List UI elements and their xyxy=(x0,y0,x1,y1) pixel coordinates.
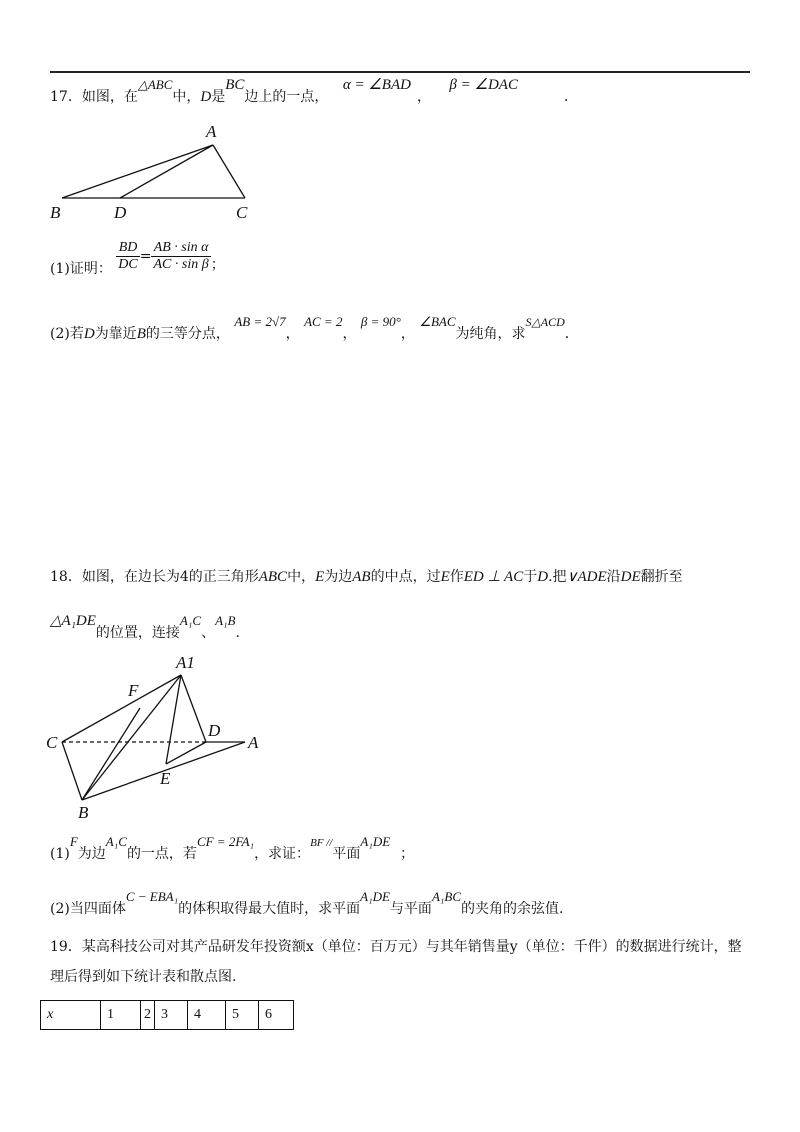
text: 翻折至 xyxy=(640,569,683,585)
text: 为边 xyxy=(324,569,353,585)
math: A₁C xyxy=(105,834,127,849)
text: 、 xyxy=(201,625,216,641)
text: 作 xyxy=(449,569,464,585)
text: .把 xyxy=(548,569,567,585)
text: 的中点，过 xyxy=(370,569,441,585)
math: ∨ADE xyxy=(566,569,607,585)
text: 中， xyxy=(287,569,316,585)
text: ； xyxy=(400,846,415,862)
text: 为边 xyxy=(77,846,106,862)
math: D xyxy=(83,326,95,342)
math: C − EBA₁ xyxy=(125,889,179,904)
text: ， xyxy=(400,326,415,342)
segment-ca1 xyxy=(62,675,181,742)
math: α = ∠BAD xyxy=(342,77,411,93)
text: . xyxy=(235,625,240,641)
text: 18．如图，在边长为4的正三角形 xyxy=(50,569,259,585)
math: AB = 2√7 xyxy=(234,314,286,329)
equals: = xyxy=(139,248,152,265)
math: A₁B xyxy=(215,613,236,628)
denominator: DC xyxy=(118,257,138,272)
top-rule xyxy=(50,71,750,73)
math: AB xyxy=(352,569,371,585)
text: ， xyxy=(342,326,357,342)
q19-data-table xyxy=(40,1000,294,1030)
text: ； xyxy=(210,256,225,273)
math: DE xyxy=(620,569,641,585)
label-a1: A1 xyxy=(176,653,195,672)
table-row xyxy=(41,1001,294,1030)
text: ． xyxy=(564,326,579,342)
math: D xyxy=(537,569,549,585)
q17-part2 xyxy=(50,314,579,343)
text: 为靠近 xyxy=(94,326,137,342)
denominator: AC · sin β xyxy=(153,257,209,272)
math: A₁DE xyxy=(360,834,391,849)
math: A₁C xyxy=(179,613,202,628)
text: 沿 xyxy=(606,569,621,585)
text: (2)若 xyxy=(50,326,84,342)
table-cell: 4 xyxy=(188,1001,226,1030)
q17-triangle-figure xyxy=(0,110,300,225)
text: (1) xyxy=(50,846,70,862)
math: β = ∠DAC xyxy=(449,77,518,93)
fraction-bd-dc xyxy=(116,240,139,273)
text: 的三等分点， xyxy=(145,326,230,342)
segment-ac xyxy=(213,145,245,198)
q19-stem-line2: 理后得到如下统计表和散点图. xyxy=(50,969,237,985)
text: 的体积取得最大值时，求平面 xyxy=(178,901,361,917)
label-b: B xyxy=(78,803,89,820)
text: ， xyxy=(416,89,431,105)
math: E xyxy=(315,569,325,585)
label-a: A xyxy=(248,733,259,752)
q17-stem xyxy=(50,77,578,106)
text: 17．如图，在 xyxy=(50,89,138,105)
table-cell: 5 xyxy=(226,1001,259,1030)
math: E xyxy=(440,569,450,585)
label-f: F xyxy=(128,681,139,700)
text: 为纯角，求 xyxy=(455,326,526,342)
label-b: B xyxy=(50,203,61,222)
label-a: A xyxy=(206,122,217,141)
table-cell: 1 xyxy=(101,1001,141,1030)
math: ABC xyxy=(258,569,288,585)
q19-stem-line1: 19．某高科技公司对其产品研发年投资额x（单位：百万元）与其年销售量y（单位：千件）的数据进行统计，整 xyxy=(50,939,742,955)
math: CF = 2FA₁ xyxy=(196,834,255,849)
text: 于 xyxy=(523,569,538,585)
segment-bf xyxy=(82,708,140,800)
math: ∠BAC xyxy=(419,314,456,329)
math: ED ⊥ AC xyxy=(463,569,524,585)
math: A₁BC xyxy=(431,889,462,904)
table-cell: 6 xyxy=(259,1001,294,1030)
math: AC = 2 xyxy=(304,314,343,329)
segment-ab xyxy=(62,145,213,198)
text: 的夹角的余弦值. xyxy=(461,901,564,917)
text: 的一点，若 xyxy=(126,846,197,862)
text: ， xyxy=(285,326,300,342)
math: △A₁DE xyxy=(50,613,96,629)
table-header-cell: x xyxy=(41,1001,101,1030)
text: 的位置，连接 xyxy=(95,625,180,641)
text: ． xyxy=(563,89,578,105)
math: BF // xyxy=(310,837,333,849)
text: (1)证明： xyxy=(50,260,112,277)
label-c: C xyxy=(236,203,248,222)
math: △ABC xyxy=(137,77,173,92)
label-d: D xyxy=(114,203,127,222)
math: S△ACD xyxy=(525,315,565,329)
segment-ad xyxy=(120,145,213,198)
text: ，求证： xyxy=(254,846,311,862)
math: B xyxy=(136,326,146,342)
text: 边上的一点， xyxy=(244,89,329,105)
fraction-sin xyxy=(151,240,210,273)
text: 中， xyxy=(172,89,201,105)
numerator: BD xyxy=(116,240,139,257)
math: A₁DE xyxy=(360,889,390,904)
segment-cb xyxy=(62,742,82,800)
q18-fold-figure xyxy=(0,650,300,820)
text: 是 xyxy=(211,89,226,105)
label-d: D xyxy=(208,721,221,740)
q17-part1 xyxy=(50,240,225,277)
table-cell: 3 xyxy=(155,1001,188,1030)
table-cell: 2 xyxy=(141,1001,155,1030)
q18-part2 xyxy=(50,889,564,918)
segment-ed xyxy=(166,742,206,764)
segment-a1d xyxy=(181,675,206,742)
segment-a1e xyxy=(166,675,181,764)
label-c: C xyxy=(46,733,58,752)
math: D xyxy=(200,89,212,105)
q18-part1 xyxy=(50,834,415,863)
text: (2)当四面体 xyxy=(50,901,126,917)
q18-stem-line1 xyxy=(50,566,683,586)
numerator: AB · sin α xyxy=(151,240,210,257)
math: BC xyxy=(225,77,245,93)
math: β = 90° xyxy=(360,314,401,329)
text: 平面 xyxy=(332,846,361,862)
text: 与平面 xyxy=(389,901,432,917)
q18-stem-line2 xyxy=(50,613,240,642)
math: F xyxy=(69,834,78,849)
label-e: E xyxy=(160,769,171,788)
